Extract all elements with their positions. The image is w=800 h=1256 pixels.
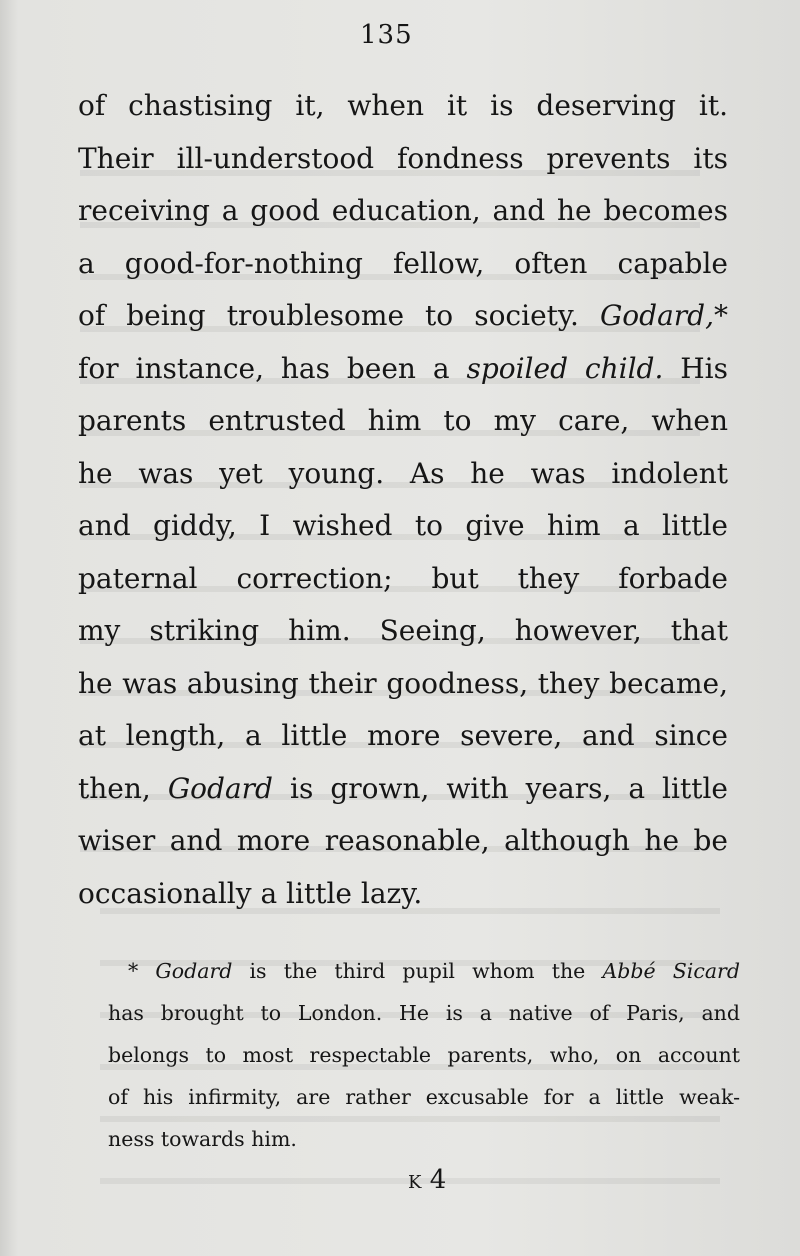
footnote-marker: * — [128, 959, 139, 983]
footnote-line: ness towards him. — [108, 1127, 297, 1151]
signature-letter: K — [408, 1172, 422, 1193]
abbe-sicard-italic: Abbé Sicard — [602, 959, 740, 983]
body-line — [78, 343, 728, 396]
godard-italic: Godard — [167, 771, 273, 805]
footnote-line: belongs to most respectable parents, who, on account — [108, 1043, 740, 1067]
footnote-line: has brought to London. He is a native of Paris, and — [108, 1001, 740, 1025]
body-line: and giddy, I wished to give him a little — [78, 509, 728, 542]
body-text — [78, 80, 728, 920]
spoiled-child-italic: spoiled child. — [466, 351, 664, 385]
body-line: of chastising it, when it is deserving it. — [78, 89, 728, 122]
signature-mark — [408, 1165, 446, 1195]
body-line: he was yet young. As he was indolent — [78, 456, 728, 490]
footnote-godard-italic: Godard — [155, 959, 233, 983]
body-line: at length, a little more severe, and since — [78, 719, 728, 752]
body-line: my striking him. Seeing, however, that — [78, 614, 728, 647]
body-line-text: is grown, with years, a little — [289, 771, 728, 805]
body-line — [78, 763, 728, 816]
body-line: he was abusing their goodness, they became, — [78, 666, 728, 700]
footnote — [108, 950, 740, 1160]
godard-italic: Godard,* — [599, 299, 728, 332]
body-line: paternal correction; but they forbade — [78, 561, 728, 595]
body-line: a good-for-nothing fellow, often capable — [78, 246, 728, 280]
footnote-line — [108, 950, 740, 992]
page-number: 135 — [360, 20, 413, 50]
signature-number: 4 — [429, 1165, 447, 1195]
body-line: parents entrusted him to my care, when — [78, 404, 728, 437]
body-line-text: for instance, has been a — [78, 351, 450, 385]
body-line-text: then, — [78, 771, 151, 805]
body-line: wiser and more reasonable, although he be — [78, 824, 728, 857]
body-line-text: His — [680, 351, 729, 385]
body-line: Their ill-understood fondness prevents its — [78, 141, 728, 175]
body-line — [78, 290, 728, 343]
body-line: occasionally a little lazy. — [78, 876, 423, 910]
footnote-text: is the third pupil whom the — [249, 959, 586, 983]
footnote-line: of his infirmity, are rather excusable for a little weak- — [108, 1085, 740, 1109]
body-line: receiving a good education, and he becomes — [78, 194, 728, 227]
body-line-text: of being troublesome to society. — [78, 299, 579, 332]
